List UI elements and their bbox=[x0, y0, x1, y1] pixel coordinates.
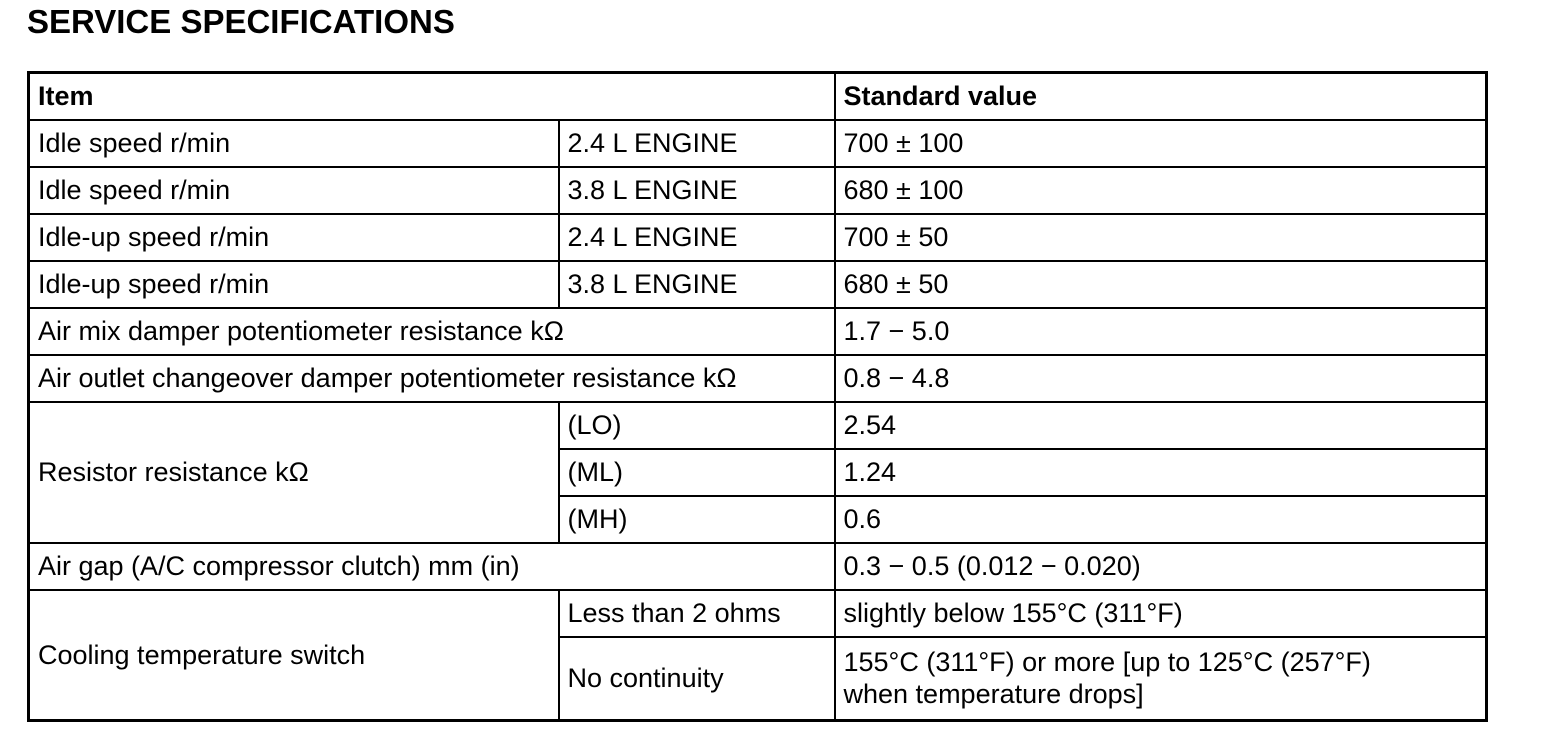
condition-cell: (ML) bbox=[559, 449, 835, 496]
value-cell: 0.3 − 0.5 (0.012 − 0.020) bbox=[835, 543, 1487, 590]
value-cell: 1.24 bbox=[835, 449, 1487, 496]
page-title: SERVICE SPECIFICATIONS bbox=[27, 3, 455, 40]
item-cell: Cooling temperature switch bbox=[29, 590, 559, 721]
item-cell: Air outlet changeover damper potentiometer resistance kΩ bbox=[29, 355, 835, 402]
item-cell: Idle-up speed r/min bbox=[29, 261, 559, 308]
value-cell: 700 ± 50 bbox=[835, 214, 1487, 261]
value-cell bbox=[835, 637, 1487, 721]
table-row bbox=[29, 355, 1487, 402]
condition-cell: (MH) bbox=[559, 496, 835, 543]
condition-cell: (LO) bbox=[559, 402, 835, 449]
value-line: 155°C (311°F) or more [up to 125°C (257°F) bbox=[843, 647, 1371, 678]
condition-cell: No continuity bbox=[559, 637, 835, 721]
item-cell: Resistor resistance kΩ bbox=[29, 402, 559, 543]
value-cell: 1.7 − 5.0 bbox=[835, 308, 1487, 355]
table-row bbox=[29, 308, 1487, 355]
item-cell: Air gap (A/C compressor clutch) mm (in) bbox=[29, 543, 835, 590]
table-row bbox=[29, 402, 1487, 449]
table-row bbox=[29, 543, 1487, 590]
value-cell: slightly below 155°C (311°F) bbox=[835, 590, 1487, 637]
condition-cell: Less than 2 ohms bbox=[559, 590, 835, 637]
condition-cell: 2.4 L ENGINE bbox=[559, 120, 835, 167]
table-row bbox=[29, 261, 1487, 308]
table-row bbox=[29, 590, 1487, 637]
value-line: when temperature drops] bbox=[843, 679, 1144, 710]
item-cell: Air mix damper potentiometer resistance kΩ bbox=[29, 308, 835, 355]
value-cell: 680 ± 100 bbox=[835, 167, 1487, 214]
item-cell: Idle speed r/min bbox=[29, 167, 559, 214]
header-standard-value: Standard value bbox=[835, 73, 1487, 120]
value-cell: 700 ± 100 bbox=[835, 120, 1487, 167]
item-cell: Idle speed r/min bbox=[29, 120, 559, 167]
condition-cell: 3.8 L ENGINE bbox=[559, 167, 835, 214]
table-row bbox=[29, 120, 1487, 167]
value-cell: 0.8 − 4.8 bbox=[835, 355, 1487, 402]
value-cell: 0.6 bbox=[835, 496, 1487, 543]
item-cell: Idle-up speed r/min bbox=[29, 214, 559, 261]
header-item: Item bbox=[29, 73, 835, 120]
condition-cell: 2.4 L ENGINE bbox=[559, 214, 835, 261]
table-header-row bbox=[29, 73, 1487, 120]
table-row bbox=[29, 214, 1487, 261]
service-specifications-table bbox=[27, 71, 1488, 722]
condition-cell: 3.8 L ENGINE bbox=[559, 261, 835, 308]
value-cell: 680 ± 50 bbox=[835, 261, 1487, 308]
table-row bbox=[29, 167, 1487, 214]
value-cell: 2.54 bbox=[835, 402, 1487, 449]
